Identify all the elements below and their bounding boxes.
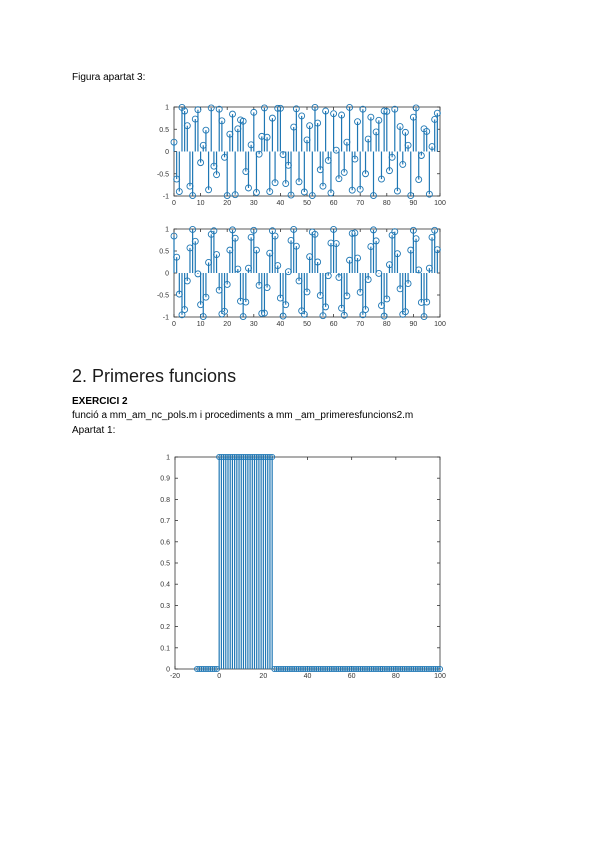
y-tick-label: 0.9 <box>160 475 170 483</box>
y-tick-label: -0.5 <box>156 171 169 179</box>
y-tick-label: 0.2 <box>160 624 170 632</box>
stem-chart-pulse <box>160 454 446 680</box>
x-tick-label: 10 <box>196 200 205 207</box>
section-title: 2. Primeres funcions <box>72 366 237 386</box>
y-tick-label: -1 <box>162 314 169 322</box>
y-tick-label: 0.8 <box>160 496 170 504</box>
x-tick-label: 20 <box>223 321 232 328</box>
plot-frame <box>175 457 440 669</box>
y-tick-label: 0.3 <box>160 602 170 610</box>
x-tick-label: 50 <box>303 200 311 207</box>
x-tick-label: 90 <box>409 321 418 328</box>
x-tick-label: 40 <box>276 200 285 207</box>
x-tick-label: 80 <box>391 673 400 680</box>
y-tick-label: 1 <box>165 104 169 112</box>
y-tick-label: 0.1 <box>160 645 170 653</box>
x-tick-label: 0 <box>172 321 176 328</box>
x-tick-label: 70 <box>356 321 365 328</box>
x-tick-label: 60 <box>329 200 338 207</box>
stem-chart-top <box>157 104 446 207</box>
exercise-title: EXERCICI 2 <box>72 396 128 407</box>
y-tick-label: 0.5 <box>160 560 170 568</box>
y-tick-label: 0 <box>165 270 169 278</box>
y-tick-label: 0 <box>165 149 169 156</box>
x-tick-label: 40 <box>303 673 312 680</box>
x-tick-label: 100 <box>434 200 446 207</box>
stem-chart-middle <box>157 226 446 328</box>
exercise-description: funció a mm_am_nc_pols.m i procediments a mm _am_primeresfuncions2.m <box>72 410 414 421</box>
y-tick-label: 0.6 <box>160 539 170 547</box>
x-tick-label: 0 <box>217 673 222 680</box>
x-tick-label: 80 <box>382 200 391 207</box>
x-tick-label: 0 <box>172 200 176 207</box>
y-tick-label: 1 <box>166 454 170 462</box>
x-tick-label: 50 <box>303 321 311 328</box>
x-tick-label: 30 <box>249 200 258 207</box>
y-tick-label: -0.5 <box>156 292 169 300</box>
y-tick-label: 1 <box>165 226 169 234</box>
x-tick-label: 30 <box>249 321 258 328</box>
x-tick-label: 20 <box>259 673 268 680</box>
x-tick-label: 70 <box>356 200 365 207</box>
x-tick-label: 60 <box>347 673 356 680</box>
x-tick-label: 40 <box>276 321 285 328</box>
x-tick-label: 20 <box>223 200 232 207</box>
x-tick-label: 10 <box>196 321 205 328</box>
y-tick-label: 0 <box>166 666 170 674</box>
y-tick-label: 0.5 <box>159 126 169 134</box>
x-tick-label: 80 <box>382 321 391 328</box>
x-tick-label: -20 <box>169 673 181 680</box>
y-tick-label: -1 <box>162 193 169 201</box>
x-tick-label: 100 <box>434 673 446 680</box>
subsection-label: Apartat 1: <box>72 425 116 436</box>
x-tick-label: 60 <box>329 321 338 328</box>
x-tick-label: 90 <box>409 200 418 207</box>
y-tick-label: 0.7 <box>160 518 170 526</box>
x-tick-label: 100 <box>434 321 446 328</box>
y-tick-label: 0.4 <box>160 581 170 589</box>
figure-caption: Figura apartat 3: <box>72 72 146 83</box>
y-tick-label: 0.5 <box>159 248 169 256</box>
